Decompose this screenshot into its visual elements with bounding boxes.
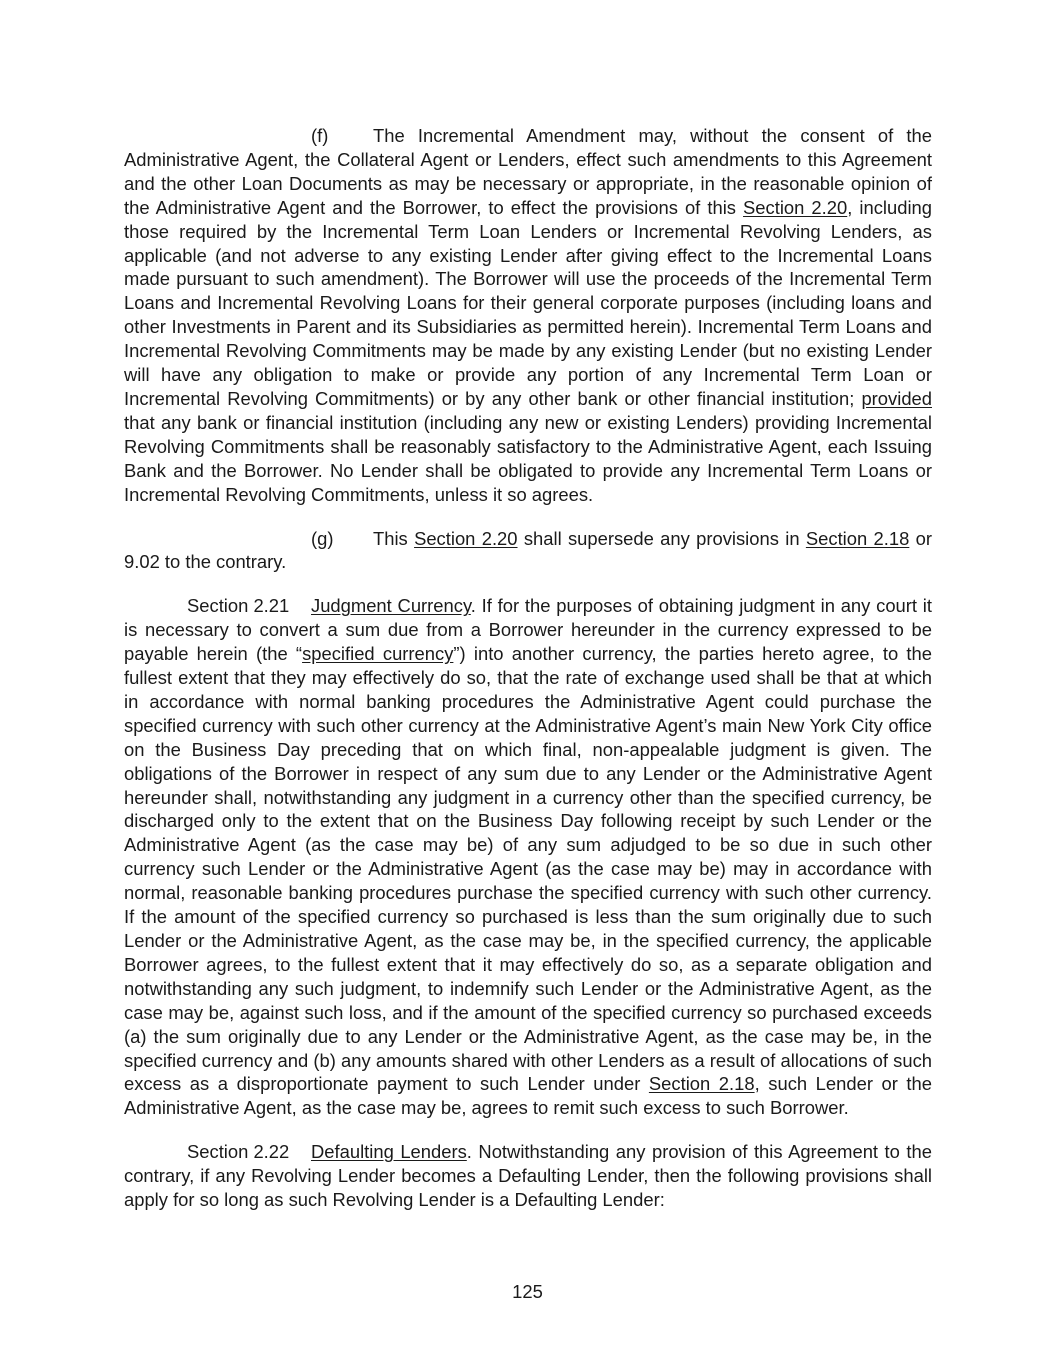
section-2-18-reference: Section 2.18 <box>648 1073 755 1095</box>
section-2-21 <box>124 594 932 1120</box>
document-page <box>124 124 932 1212</box>
section-2-21-text-2: ”) into another currency, the parties hereto agree, to the fullest extent that they may effectively do so, that the rate of exchange used shall be that at which in accordance with normal banking procedures the Administrative Agent could purchase the specified currency with such other currency at the Administrative Agent’s main New York City office on the Business Day preceding that on which final, non-appealable judgment is given. The obligations of the Borrower in respect of any sum due to any Lender or the Administrative Agent hereunder shall, notwithstanding any judgment in a currency other than the specified currency, be discharged only to the extent that on the Business Day following receipt by such Lender or the Administrative Agent (as the case may be) of any sum adjudged to be so due in such other currency such Lender or the Administrative Agent (as the case may be) may in accordance with normal, reasonable banking procedures purchase the specified currency with such other currency. If the amount of the specified currency so purchased is less than the sum originally due to such Lender or the Administrative Agent, as the case may be, in the specified currency, the applicable Borrower agrees, to the fullest extent that it may effectively do so, as a separate obligation and notwithstanding any such judgment, to indemnify such Lender or the Administrative Agent, as the case may be, against such loss, and if the amount of the specified currency so purchased exceeds (a) the sum originally due to any Lender or the Administrative Agent, as the case may be, in the specified currency and (b) any amounts shared with other Lenders as a result of allocations of such excess as a disproportionate payment to such Lender under <box>124 643 933 1095</box>
paragraph-g-text-3: or 9.02 to the contrary. <box>124 527 932 573</box>
section-2-21-number: Section 2.21 <box>187 595 290 617</box>
provided-term: provided <box>861 387 932 409</box>
paragraph-g-text-2: shall supersede any provisions in <box>517 527 806 549</box>
paragraph-f-label: (f) <box>311 125 329 146</box>
section-2-22-number: Section 2.22 <box>187 1141 290 1163</box>
page-number: 125 <box>512 1281 543 1302</box>
section-2-22 <box>124 1140 932 1212</box>
paragraph-f-text-1: The Incremental Amendment may, without the consent of the Administrative Agent, the Collateral Agent or Lenders, effect such amendments to this Agreement and the other Loan Documents as may be necessary or appropriate, in the reasonable opinion of the Administrative Agent and the Borrower, to effect the provisions of this <box>124 125 932 218</box>
section-2-21-heading: Judgment Currency <box>311 595 471 617</box>
paragraph-g-text-1: This <box>373 527 415 549</box>
section-2-22-text-1: . Notwithstanding any provision of this Agreement to the contrary, if any Revolving Lender becomes a Defaulting Lender, then the following provisions shall apply for so long as such Revolving Lender is a Defaulting Lender: <box>124 1141 932 1211</box>
section-2-20-reference: Section 2.20 <box>743 196 848 218</box>
section-2-20-reference: Section 2.20 <box>414 527 518 549</box>
section-2-21-text-3: , such Lender or the Administrative Agent, as the case may be, agrees to remit such excess to such Borrower. <box>124 1073 932 1119</box>
paragraph-f <box>124 124 932 507</box>
paragraph-f-text-3: that any bank or financial institution (including any new or existing Lenders) providing Incremental Revolving Commitments shall be reasonably satisfactory to the Administrative Agent, each Issuing Bank and the Borrower. No Lender shall be obligated to provide any Incremental Term Loans or Incremental Revolving Commitments, unless it so agrees. <box>124 411 932 505</box>
paragraph-g-label: (g) <box>311 527 334 549</box>
section-2-18-reference: Section 2.18 <box>805 527 910 549</box>
paragraph-f-text-2: , including those required by the Incremental Term Loan Lenders or Incremental Revolving Lenders, as applicable (and not adverse to any existing Lender after giving effect to the Incremental Loans made pursuant to such amendment). The Borrower will use the proceeds of the Incremental Term Loans and Incremental Revolving Loans for their general corporate purposes (including loans and other Investments in Parent and its Subsidiaries as permitted herein). Incremental Term Loans and Incremental Revolving Commitments may be made by any existing Lender (but no existing Lender will have any obligation to make or provide any portion of any Incremental Term Loan or Incremental Revolving Commitments) or by any other bank or other financial institution; <box>124 196 932 409</box>
section-2-22-heading: Defaulting Lenders <box>311 1141 467 1163</box>
paragraph-g <box>124 527 932 575</box>
section-2-21-text-1: . If for the purposes of obtaining judgment in any court it is necessary to convert a sum due from a Borrower hereunder in the currency expressed to be payable herein (the “ <box>124 595 932 665</box>
specified-currency-term: specified currency <box>302 643 454 665</box>
